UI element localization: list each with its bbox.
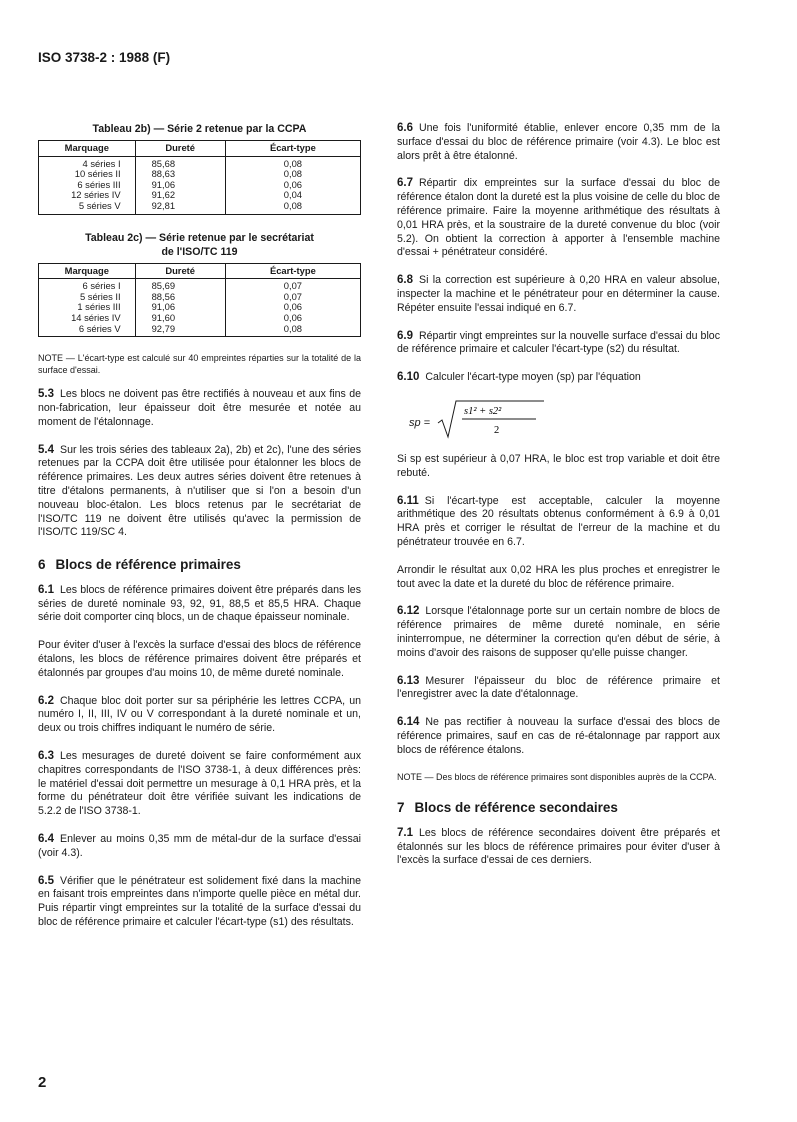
- clause-6-6: [397, 122, 720, 163]
- clause-number: 6.6: [397, 122, 413, 134]
- clause-number: 6.14: [397, 716, 420, 729]
- column-header: Marquage: [39, 141, 136, 157]
- table-cell: 6 séries III: [39, 180, 136, 191]
- note-standard-deviation: NOTE — L'écart-type est calculé sur 40 empreintes réparties sur la totalité de la surface d'essai.: [38, 353, 361, 375]
- clause-6-1: [38, 584, 361, 625]
- table-cell: 6 séries V: [39, 324, 136, 337]
- clause-6-4: [38, 833, 361, 861]
- clause-number: 6.13: [397, 674, 420, 687]
- table-cell: 85,68: [135, 156, 225, 169]
- clause-6-11-continuation: Arrondir le résultat aux 0,02 HRA les plus proches et enregistrer le tout avec la date et la dureté du bloc de référence primaire.: [397, 563, 720, 590]
- clause-number: 6.7: [397, 177, 413, 190]
- clause-6-14: [397, 716, 720, 757]
- clause-text: Si l'écart-type est acceptable, calculer la moyenne arithmétique des 20 résultats obtenus conformément à 6.9 à 0,01 HRA près et corriger le résultat de l'erreur de la machine et du pénétrateur trouvée en 6.7.: [397, 494, 720, 548]
- table-cell: 0,07: [225, 292, 360, 303]
- equation-lhs: sp =: [409, 417, 431, 430]
- clause-6-9: [397, 330, 720, 358]
- clause-text: Une fois l'uniformité établie, enlever encore 0,35 mm de la surface d'essai du bloc de référence primaire (voir 4.3). Le bloc est alors prêt à être étalonné.: [397, 122, 720, 162]
- clause-6-10-continuation: Si sp est supérieur à 0,07 HRA, le bloc est trop variable et doit être rebuté.: [397, 452, 720, 479]
- section-title: Blocs de référence primaires: [55, 557, 241, 573]
- table-cell: 0,08: [225, 201, 360, 214]
- table-cell: 0,08: [225, 169, 360, 180]
- table-cell: 88,63: [135, 169, 225, 180]
- equation-numerator: s1² + s2²: [464, 405, 502, 417]
- document-header: ISO 3738-2 : 1988 (F): [38, 50, 171, 65]
- table-cell: 91,06: [135, 180, 225, 191]
- clause-6-8: [397, 274, 720, 315]
- clause-number: 6.10: [397, 371, 420, 384]
- column-header: Écart-type: [225, 263, 360, 279]
- table-cell: 91,60: [135, 313, 225, 324]
- table-cell: 0,04: [225, 190, 360, 201]
- clause-6-13: [397, 675, 720, 703]
- table-cell: 1 séries III: [39, 302, 136, 313]
- clause-text: Répartir dix empreintes sur la surface d'essai du bloc de référence étalon dont la dureté est la plus voisine de celle du bloc de référence primaire. Faire la moyenne arithmétique des résultats à 0,01 HRA près, et la soustraire de la dureté convenue du bloc (voir 5.2). On obtient la correction à apporter à l'ensemble machine d'essai + pénétrateur considéré.: [397, 177, 720, 259]
- section-6-heading: [38, 558, 361, 572]
- square-root-fraction: [436, 399, 546, 441]
- clause-5-4: [38, 444, 361, 541]
- table-cell: 85,69: [135, 279, 225, 292]
- table-cell: 91,62: [135, 190, 225, 201]
- clause-text: Enlever au moins 0,35 mm de métal-dur de la surface d'essai (voir 4.3).: [38, 833, 361, 859]
- clause-number: 6.4: [38, 833, 54, 846]
- clause-text: Si la correction est supérieure à 0,20 HRA en valeur absolue, inspecter la machine et le pénétrateur pour en déterminer la cause. Répéter ensuite l'essai indiqué en 6.7.: [397, 274, 720, 314]
- clause-text: Ne pas rectifier à nouveau la surface d'essai des blocs de référence primaires, sauf en cas de ré-étalonnage par rapport aux blocs de référence étalons.: [397, 716, 720, 756]
- equation-sp: [409, 399, 720, 441]
- table-cell: 0,06: [225, 302, 360, 313]
- table-row: [39, 324, 361, 337]
- clause-6-11: [397, 495, 720, 550]
- table-2c: [38, 263, 361, 338]
- section-number: 6: [38, 557, 46, 573]
- clause-6-7: [397, 177, 720, 260]
- table-cell: 0,07: [225, 279, 360, 292]
- clause-number: 6.11: [397, 494, 419, 507]
- clause-number: 6.2: [38, 694, 54, 707]
- section-number: 7: [397, 800, 405, 815]
- table-cell: 88,56: [135, 292, 225, 303]
- table-row: [39, 279, 361, 292]
- table-cell: 0,08: [225, 324, 360, 337]
- clause-text: Les blocs ne doivent pas être rectifiés à nouveau et aux fins de non-fabrication, leur épaisseur doit être mesurée et notée au moment de l'étalonnage.: [38, 388, 361, 428]
- table-header-row: [39, 263, 361, 279]
- table-cell: 6 séries I: [39, 279, 136, 292]
- clause-6-5: [38, 875, 361, 930]
- table-cell: 10 séries II: [39, 169, 136, 180]
- equation-denominator: 2: [494, 424, 500, 436]
- table-2c-caption: [38, 231, 361, 259]
- clause-text: Calculer l'écart-type moyen (sp) par l'équation: [425, 371, 641, 384]
- clause-text: Répartir vingt empreintes sur la nouvelle surface d'essai du bloc de référence primaire et calculer l'écart-type (s2) du résultat.: [397, 329, 720, 356]
- clause-number: 6.1: [38, 583, 54, 596]
- table-cell: 0,06: [225, 180, 360, 191]
- column-header: Écart-type: [225, 141, 360, 157]
- clause-6-3: [38, 750, 361, 819]
- table-cell: 12 séries IV: [39, 190, 136, 201]
- table-cell: 5 séries V: [39, 201, 136, 214]
- table-row: [39, 201, 361, 214]
- left-column: [38, 122, 361, 944]
- clause-7-1: [397, 827, 720, 868]
- clause-6-10: [397, 371, 720, 385]
- clause-text: Les blocs de référence primaires doivent être préparés dans les séries de dureté nominale 93, 92, 91, 88,5 et 85,5 HRA. Chaque série doit comporter cinq blocs, un de chaque épaisseur nominale.: [38, 583, 361, 624]
- column-header: Dureté: [135, 141, 225, 157]
- clause-6-2: [38, 695, 361, 736]
- table-cell: 91,06: [135, 302, 225, 313]
- table-cell: 14 séries IV: [39, 313, 136, 324]
- clause-6-12: [397, 605, 720, 660]
- table-2b: [38, 140, 361, 215]
- right-column: [397, 122, 720, 882]
- table-2b-caption: Tableau 2b) — Série 2 retenue par la CCPA: [92, 123, 307, 135]
- clause-number: 6.8: [397, 274, 413, 287]
- table-cell: 0,08: [225, 156, 360, 169]
- table-header-row: [39, 141, 361, 157]
- section-7-heading: [397, 801, 720, 815]
- clause-text: Chaque bloc doit porter sur sa périphérie les lettres CCPA, un numéro I, II, III, IV ou V correspondant à la dureté nominale et un, deux ou trois chiffres indiquant le numéro de série.: [38, 694, 361, 735]
- clause-5-3: [38, 388, 361, 429]
- table-row: [39, 313, 361, 324]
- table-cell: 92,79: [135, 324, 225, 337]
- clause-text: Mesurer l'épaisseur du bloc de référence primaire et l'enregistrer avec la date d'étalonnage.: [397, 674, 720, 701]
- clause-number: 6.5: [38, 874, 54, 887]
- clause-number: 5.3: [38, 388, 54, 401]
- table-2c-caption-line2: de l'ISO/TC 119: [161, 245, 238, 258]
- clause-text: Vérifier que le pénétrateur est solidement fixé dans la machine en faisant trois empreintes dans n'importe quelle pièce en métal dur. Puis répartir vingt empreintes sur la totalité de la surface d'essai du bloc de référence primaire et calculer l'écart-type (s1) des résultats.: [38, 874, 361, 929]
- clause-number: 6.9: [397, 329, 413, 342]
- table-cell: 4 séries I: [39, 156, 136, 169]
- clause-number: 6.12: [397, 605, 420, 618]
- column-header: Marquage: [39, 263, 136, 279]
- clause-6-1-continuation: Pour éviter d'user à l'excès la surface d'essai des blocs de référence étalons, les blocs de référence primaires doivent être préparés et étalonnés par groupes d'au moins 10, de même dureté nominale.: [38, 639, 361, 679]
- note-ccpa: NOTE — Des blocs de référence primaires sont disponibles auprès de la CCPA.: [397, 771, 717, 782]
- clause-text: Lorsque l'étalonnage porte sur un certain nombre de blocs de référence primaires de même dureté nominale, en série ininterrompue, ne déterminer la correction qu'en début de série, à moins d'avoir des raisons de supposer qu'elle puisse changer.: [397, 605, 720, 659]
- table-cell: 92,81: [135, 201, 225, 214]
- table-cell: 0,06: [225, 313, 360, 324]
- section-title: Blocs de référence secondaires: [414, 800, 618, 815]
- column-header: Dureté: [135, 263, 225, 279]
- clause-number: 7.1: [397, 826, 413, 839]
- page-number: 2: [38, 1074, 47, 1091]
- clause-text: Les mesurages de dureté doivent se faire conformément aux chapitres correspondants de l'ISO 3738-1, à deux différences près: le matériel d'essai doit permettre un mesurage à 0,1 HRA près, et la forme du pénétrateur doit être vérifiée suivant les indications de 5.2.2 de l'ISO 3738-1.: [38, 750, 361, 818]
- table-cell: 5 séries II: [39, 292, 136, 303]
- clause-number: 6.3: [38, 750, 54, 763]
- clause-number: 5.4: [38, 443, 54, 456]
- clause-text: Sur les trois séries des tableaux 2a), 2b) et 2c), l'une des séries retenues par la CCPA doit être utilisée pour étalonner les blocs de référence primaires. Les deux autres séries doivent être retenues à titre d'étalons permanents, à n'utiliser que si l'on a besoin d'un nouveau bloc-étalon. Les blocs retenus par le secrétariat de l'ISO/TC 119 ne doivent être utilisés qu'avec la permission de l'ISO/TC 119/SC 4.: [38, 443, 361, 539]
- table-2c-caption-line1: Tableau 2c) — Série retenue par le secrétariat: [85, 231, 314, 244]
- clause-text: Les blocs de référence secondaires doivent être préparés et étalonnés sur les blocs de référence primaires pour éviter d'user à l'excès la surface d'essai de ces derniers.: [397, 826, 720, 867]
